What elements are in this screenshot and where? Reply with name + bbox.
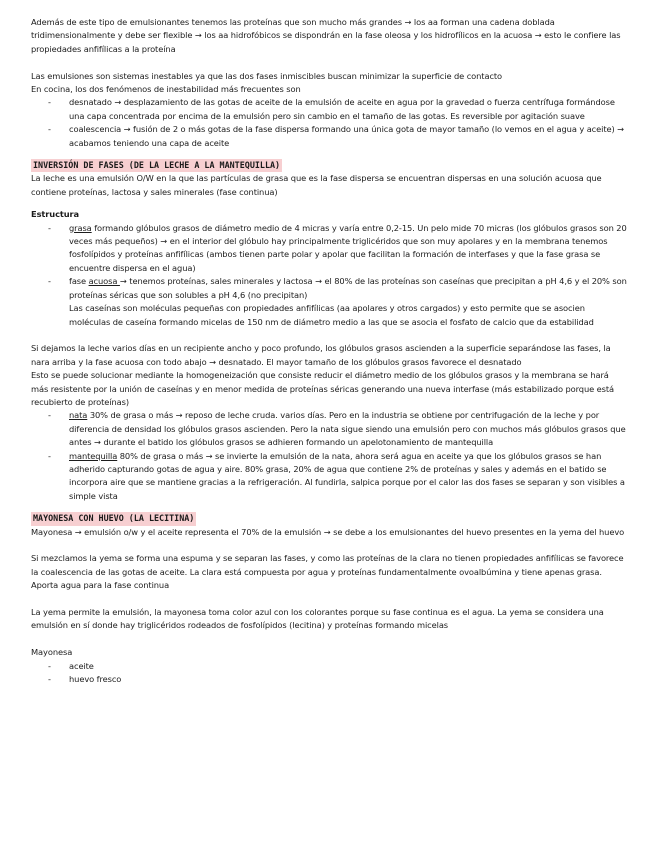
desnatado-paragraph: Si dejamos la leche varios días en un recipiente ancho y poco profundo, los glóbulos grasos ascienden a la superficie separándose las fases, la nara arriba y la fase acuosa con todo abajo → desnatado. El mayor tamaño de los glóbulos grasos favorece el desnatado [31, 343, 611, 367]
section-heading-mayonesa: MAYONESA CON HUEVO (LA LECITINA) [31, 512, 196, 525]
yema-mix-paragraph: Si mezclamos la yema se forma una espuma y se separan las fases, y como las proteínas de la clara no tienen propiedades anfifílicas se favorece la coalescencia de las gotas de aceite. La clara está compuesta por agua y proteínas fundamentalmente ovoalbúmina y tiene apenas grasa. Aporta agua para la fase continua [31, 553, 624, 591]
nata-term: nata [69, 410, 88, 421]
grasa-description: formando glóbulos grasos de diámetro medio de 4 micras y varía entre 0,2-15. Un pelo mide 70 micras (los glóbulos grasos son 20 veces más pequeños) → en el interior del glóbulo hay principalmente triglicéridos que son muy apolares y en la membrana tenemos fosfolípidos y proteínas anfifílicas (ambos tienen parte polar y apolar que facilitan la formación de interfases y que la fase grasa se encuentre dispersa en el agua) [69, 222, 627, 273]
caseinas-description: Las caseínas son moléculas pequeñas con propiedades anfifílicas (aa apolares y otros cargados) y esto permite que se asocien moléculas de caseína formando micelas de 150 nm de diámetro medio a las que se asocia el fosfato de calcio que da estabilidad [69, 303, 594, 327]
intro-paragraph-phenomena: En cocina, los dos fenómenos de inestabilidad más frecuentes son [31, 84, 301, 95]
instability-list [31, 96, 627, 150]
list-item-grasa [31, 222, 627, 276]
list-item-aceite: - aceite [31, 660, 627, 673]
intro-paragraph-proteins: Además de este tipo de emulsionantes tenemos las proteínas que son mucho más grandes → los aa forman una cadena doblada tridimensionalmente y debe ser flexible → los aa hidrofóbicos se dispondrán en la fase oleosa y los hidrofílicos en la acuosa → esto le confiere las propiedades anfifílicas a la proteína [31, 17, 621, 54]
fase-prefix: fase [69, 276, 89, 287]
acuosa-term: acuosa [88, 276, 120, 287]
structure-list [31, 222, 627, 329]
structure-subheading: Estructura [31, 209, 80, 220]
nata-description: 30% de grasa o más → reposo de leche cruda. varios días. Pero en la industria se obtiene por centrifugación de la leche y por diferencia de densidad los glóbulos grasos ascienden. Pero la nata sigue siendo una emulsión pero con muchos más glóbulos grasos que antes → durante el batido los glóbulos grasos se adhieren formando un apelotonamiento de mantequilla [69, 410, 626, 448]
mantequilla-description: 80% de grasa o más → se invierte la emulsión de la nata, ahora será agua en aceite ya que los glóbulos grasos se han adherido capturando gotas de agua y aire. 80% grasa, 20% de agua que contiene 2% de proteínas y sales y además en el batido se incorpora aire que se mantiene gracias a la refrigeración. Al fundirla, salpica porque por el calor las dos fases se separan y son visibles a simple vista [69, 450, 625, 501]
mayonesa-list-title: Mayonesa [31, 647, 73, 658]
milk-paragraph: La leche es una emulsión O/W en la que las partículas de grasa que es la fase dispersa se encuentran dispersas en una solución acuosa que contiene proteínas, lactosa y sales minerales (fase continua) [31, 173, 602, 197]
list-item-huevo-fresco: - huevo fresco [31, 673, 627, 686]
list-item-mantequilla [31, 450, 627, 504]
intro-paragraph-instability: Las emulsiones son sistemas inestables ya que las dos fases inmiscibles buscan minimizar la superficie de contacto [31, 70, 503, 81]
list-item-nata [31, 409, 627, 449]
list-item-fase-acuosa [31, 275, 627, 329]
document-page [31, 16, 627, 686]
mantequilla-term: mantequilla [69, 450, 118, 461]
section-heading-inversion: INVERSIÓN DE FASES (DE LA LECHE A LA MANTEQUILLA) [31, 159, 282, 172]
list-item-desnatado: - desnatado → desplazamiento de las gotas de aceite de la emulsión de aceite en agua por la gravedad o fuerza centrífuga formándose una capa concentrada por encima de la emulsión pero sin cambio en el tamaño de las gotas. Es reversible por agitación suave [31, 96, 627, 123]
grasa-term: grasa [69, 222, 92, 233]
mayonesa-ingredients-list [31, 660, 627, 687]
products-list [31, 409, 627, 503]
mayonesa-paragraph: Mayonesa → emulsión o/w y el aceite representa el 70% de la emulsión → se debe a los emulsionantes del huevo presentes en la yema del huevo [31, 526, 625, 537]
list-item-coalescencia: - coalescencia → fusión de 2 o más gotas de la fase dispersa formando una única gota de mayor tamaño (lo vemos en el agua y aceite) → acabamos teniendo una capa de aceite [31, 123, 627, 150]
yema-emulsion-paragraph: La yema permite la emulsión, la mayonesa toma color azul con los colorantes porque su fase continua es el agua. La yema se considera una emulsión en sí donde hay triglicéridos rodeados de fosfolípidos (lecitina) y proteínas formando micelas [31, 607, 604, 631]
homogeneization-paragraph: Esto se puede solucionar mediante la homogeneización que consiste reducir el diámetro medio de los glóbulos grasos y la membrana se hará más resistente por la unión de caseínas y en menor medida de proteínas séricas generando una nueva interfase (más estabilizado porque está recubierto de proteínas) [31, 370, 615, 407]
acuosa-description: → tenemos proteínas, sales minerales y lactosa → el 80% de las proteínas son caseínas que precipitan a pH 4,6 y el 20% son proteínas séricas que son solubles a pH 4,6 (no precipitan) [69, 276, 627, 300]
